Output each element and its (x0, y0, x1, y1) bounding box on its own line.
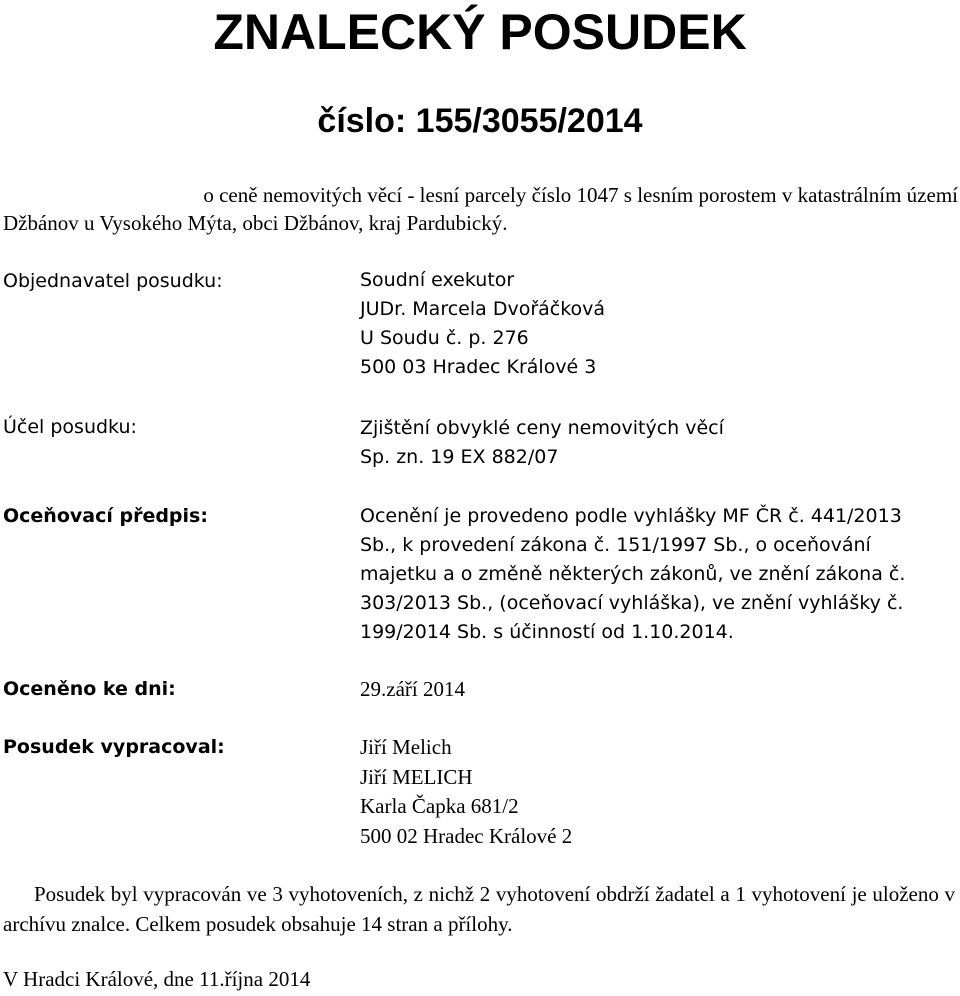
regulation-line: 303/2013 Sb., (oceňovací vyhláška), ve znění vyhlášky č. (360, 592, 904, 614)
valuation-date-label: Oceněno ke dni: (3, 678, 176, 700)
regulation-label: Oceňovací předpis: (3, 505, 208, 527)
regulation-line: Sb., k provedení zákona č. 151/1997 Sb., o oceňování (360, 534, 871, 556)
regulation-line: majetku a o změně některých zákonů, ve znění zákona č. (360, 563, 906, 585)
client-label: Objednavatel posudku: (3, 270, 223, 292)
valuation-date-value: 29.září 2014 (360, 677, 465, 701)
author-line: Jiří MELICH (360, 764, 473, 789)
regulation-line: 199/2014 Sb. s účinností od 1.10.2014. (360, 621, 734, 643)
purpose-details (360, 414, 724, 472)
subject-paragraph (3, 181, 958, 237)
client-line: Soudní exekutor (360, 269, 515, 291)
client-line: 500 03 Hradec Králové 3 (360, 356, 597, 378)
purpose-line: Sp. zn. 19 EX 882/07 (360, 446, 559, 468)
client-line: JUDr. Marcela Dvořáčková (360, 298, 606, 320)
subject-line-2: Džbánov u Vysokého Mýta, obci Džbánov, kraj Pardubický. (3, 211, 508, 235)
client-details (360, 266, 605, 382)
author-label: Posudek vypracoval: (3, 736, 225, 758)
purpose-line: Zjištění obvyklé ceny nemovitých věcí (360, 417, 724, 439)
copies-note: Posudek byl vypracován ve 3 vyhotoveních, z nichž 2 vyhotovení obdrží žadatel a 1 vyhotovení je uloženo v archívu znalce. Celkem posudek obsahuje 14 stran a přílohy. (3, 882, 955, 936)
author-line: Karla Čapka 681/2 (360, 794, 519, 818)
regulation-line: Ocenění je provedeno podle vyhlášky MF ČR č. 441/2013 (360, 505, 902, 527)
author-details (360, 733, 572, 851)
subject-line-1: o ceně nemovitých věcí - lesní parcely číslo 1047 s lesním porostem v katastrálním území (203, 183, 958, 207)
author-line: Jiří Melich (360, 735, 452, 759)
document-number: číslo: 155/3055/2014 (317, 102, 643, 140)
document-title: ZNALECKÝ POSUDEK (213, 4, 747, 60)
place-date: V Hradci Králové, dne 11.října 2014 (3, 967, 311, 991)
purpose-label: Účel posudku: (3, 416, 137, 438)
client-line: U Soudu č. p. 276 (360, 327, 529, 349)
author-line: 500 02 Hradec Králové 2 (360, 823, 573, 848)
regulation-details (360, 502, 905, 647)
